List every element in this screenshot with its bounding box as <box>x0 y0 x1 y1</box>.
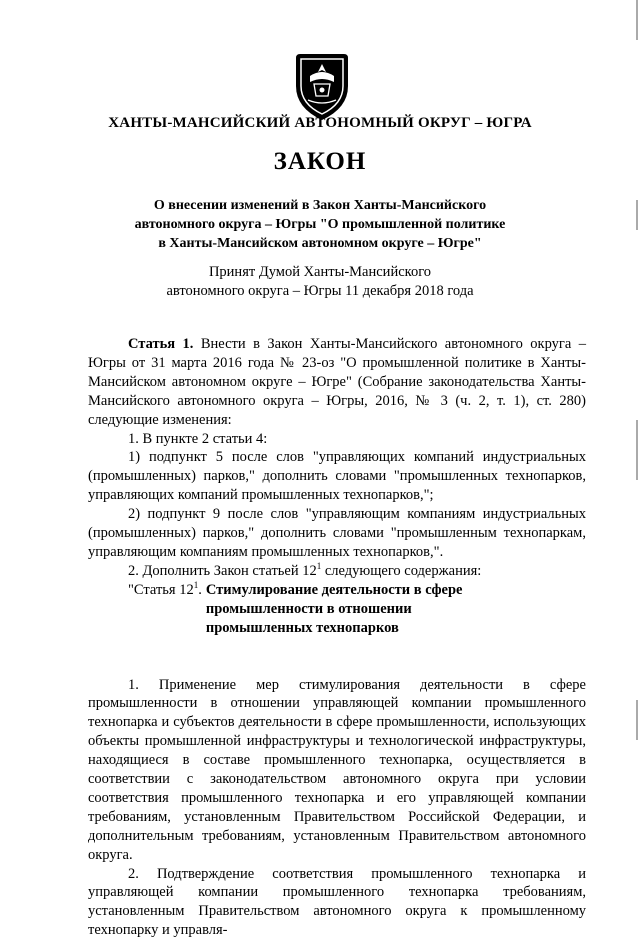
adoption-note <box>0 263 640 301</box>
subject-line: О внесении изменений в Закон Ханты-Мансийского <box>153 198 487 213</box>
article-12-1-paragraph: 1. Применение мер стимулирования деятельности в сфере промышленности в отношении управляющей компании промышленного технопарка и субъектов деятельности в сфере промышленности, использующих объекты промышленной инфраструктуры и технологической инфраструктуры, находящиеся в составе промышленного технопарка, осуществляется в соответствии с законодательством автономного округа при условии соответствия промышленного технопарка и его управляющей компании требованиям, установленным Правительством Российской Федерации, и дополнительным требованиям, установленным Правительством автономного округа. <box>88 676 586 863</box>
spacer <box>88 657 586 676</box>
article-1-text: Внести в Закон Ханты-Мансийского автономного округа – Югры от 31 марта 2016 года № 23-оз "О промышленной политике в Ханты-Мансийском автономном округе – Югре" (Собрание законодательства Ханты-Мансийского автономного округа – Югры, 2016, № 3 (ч. 2, т. 1), ст. 280) следующие изменения: <box>88 336 586 428</box>
adoption-line: автономного округа – Югры 11 декабря 2018 года <box>166 283 474 299</box>
document-type-title: ЗАКОН <box>273 148 367 175</box>
article-12-1-title: Стимулирование деятельности в сфере промышленности в отношении промышленных технопарков <box>205 581 463 636</box>
article-12-1-dot: . <box>198 581 202 598</box>
spacer <box>88 638 586 657</box>
item-2-text: 2. Дополнить Закон статьей 12 <box>128 562 317 579</box>
item-1-subitem-1: 1) подпункт 5 после слов "управляющих компаний индустриальных (промышленных) парков," дополнить словами "промышленных технопарков, управляющих компаний промышленных технопарков,"; <box>88 449 586 504</box>
article-12-1-heading <box>88 581 586 638</box>
article-12-1-label-text: "Статья 12 <box>128 581 194 598</box>
item-2 <box>88 562 586 581</box>
item-1-subitem-2: 2) подпункт 9 после слов "управляющим компаниям индустриальных (промышленных) парков," дополнить словами "промышленным технопаркам, управляющим компаниям промышленных технопарков,". <box>88 506 586 560</box>
item-1: 1. В пункте 2 статьи 4: <box>128 430 268 447</box>
article-12-1-superscript: 1 <box>193 579 199 590</box>
scan-edge-mark <box>635 0 638 905</box>
coat-of-arms-icon <box>290 52 354 122</box>
law-body <box>88 335 586 940</box>
article-12-1-label <box>88 581 202 638</box>
item-2-text-end: следующего содержания: <box>321 562 482 579</box>
subject-line: автономного округа – Югры "О промышленной политике <box>134 217 506 232</box>
article-1-label: Статья 1. <box>128 336 194 352</box>
article-1-paragraph <box>88 335 586 430</box>
adoption-line: Принят Думой Ханты-Мансийского <box>208 264 432 280</box>
article-12-1-paragraph: 2. Подтверждение соответствия промышленного технопарка и управляющей компании промышленного технопарка требованиям, установленным Правительством автономного округа к промышленному технопарку и управля- <box>88 865 586 939</box>
subject-line: в Ханты-Мансийском автономном округе – Югре" <box>158 236 482 251</box>
item-2-superscript: 1 <box>316 561 322 572</box>
law-subject <box>0 196 640 253</box>
region-heading: ХАНТЫ-МАНСИЙСКИЙ АВТОНОМНЫЙ ОКРУГ – ЮГРА <box>108 115 532 131</box>
